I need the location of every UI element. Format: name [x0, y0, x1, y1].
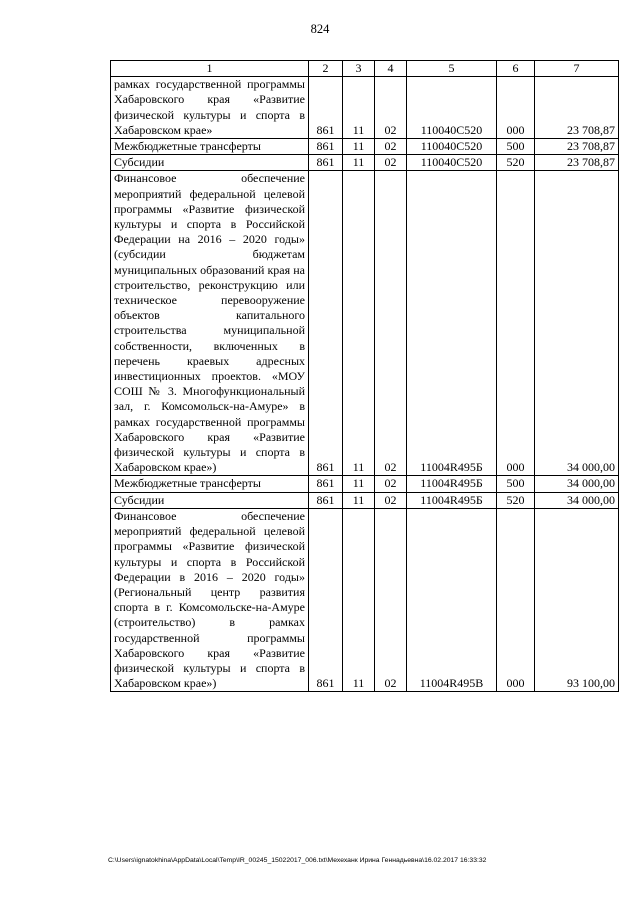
header-cell-2: 2	[309, 61, 343, 77]
row-code-pr: 02	[375, 139, 407, 155]
row-code-pr: 02	[375, 77, 407, 139]
row-code-vr: 520	[497, 155, 535, 171]
row-code-vr: 000	[497, 171, 535, 476]
row-description: Финансовое обеспечение мероприятий федеральной целевой программы «Развитие физической культуры и спорта в Российской Федерации в 2016 – 2020 годы» (Региональный центр развития спорта в г. Комсомольске-на-Амуре (строительство) в рамках государственной программы Хабаровского края «Развитие физической культуры и спорта в Хабаровском крае»)	[111, 508, 309, 691]
row-code-vr: 000	[497, 77, 535, 139]
row-amount: 23 708,87	[535, 139, 619, 155]
row-code-vr: 000	[497, 508, 535, 691]
table-row	[111, 476, 619, 492]
row-code-rz: 11	[343, 171, 375, 476]
row-code-rz: 11	[343, 77, 375, 139]
row-code-vr: 500	[497, 139, 535, 155]
table-header-row	[111, 61, 619, 77]
row-amount: 23 708,87	[535, 155, 619, 171]
header-cell-3: 3	[343, 61, 375, 77]
row-code-vr: 520	[497, 492, 535, 508]
row-code-gr: 861	[309, 492, 343, 508]
table-row	[111, 155, 619, 171]
page-number: 824	[310, 22, 330, 36]
header-cell-1: 1	[111, 61, 309, 77]
row-code-csr: 11004R495Б	[407, 476, 497, 492]
row-amount: 34 000,00	[535, 476, 619, 492]
row-code-gr: 861	[309, 171, 343, 476]
row-code-rz: 11	[343, 476, 375, 492]
row-code-csr: 11004R495В	[407, 508, 497, 691]
row-code-gr: 861	[309, 476, 343, 492]
row-amount: 34 000,00	[535, 171, 619, 476]
header-cell-5: 5	[407, 61, 497, 77]
row-code-csr: 110040С520	[407, 139, 497, 155]
row-code-pr: 02	[375, 508, 407, 691]
row-code-gr: 861	[309, 139, 343, 155]
row-code-rz: 11	[343, 155, 375, 171]
header-cell-7: 7	[535, 61, 619, 77]
row-description: Субсидии	[111, 155, 309, 171]
table-row	[111, 77, 619, 139]
row-code-rz: 11	[343, 139, 375, 155]
row-code-vr: 500	[497, 476, 535, 492]
row-code-pr: 02	[375, 492, 407, 508]
row-code-csr: 110040С520	[407, 77, 497, 139]
row-code-csr: 11004R495Б	[407, 492, 497, 508]
header-cell-6: 6	[497, 61, 535, 77]
row-code-pr: 02	[375, 476, 407, 492]
budget-table	[110, 60, 619, 692]
table-row	[111, 508, 619, 691]
row-code-pr: 02	[375, 171, 407, 476]
row-code-gr: 861	[309, 155, 343, 171]
header-cell-4: 4	[375, 61, 407, 77]
table-row	[111, 171, 619, 476]
row-code-rz: 11	[343, 492, 375, 508]
row-description: Межбюджетные трансферты	[111, 139, 309, 155]
row-amount: 34 000,00	[535, 492, 619, 508]
row-code-gr: 861	[309, 77, 343, 139]
row-code-gr: 861	[309, 508, 343, 691]
table-row	[111, 492, 619, 508]
table-row	[111, 139, 619, 155]
row-code-csr: 11004R495Б	[407, 171, 497, 476]
row-description: Субсидии	[111, 492, 309, 508]
row-description: Финансовое обеспечение мероприятий федеральной целевой программы «Развитие физической культуры и спорта в Российской Федерации на 2016 – 2020 годы» (субсидии бюджетам муниципальных образований края на строительство, реконструкцию или техническое перевооружение объектов капитального строительства муниципальной собственности, включенных в перечень краевых адресных инвестиционных проектов. «МОУ СОШ № 3. Многофункциональный зал, г. Комсомольск-на-Амуре» в рамках государственной программы Хабаровского края «Развитие физической культуры и спорта в Хабаровском крае»)	[111, 171, 309, 476]
row-code-csr: 110040С520	[407, 155, 497, 171]
row-amount: 93 100,00	[535, 508, 619, 691]
row-code-pr: 02	[375, 155, 407, 171]
row-amount: 23 708,87	[535, 77, 619, 139]
row-code-rz: 11	[343, 508, 375, 691]
footer-file-path: C:\Users\ignatokhina\AppData\Local\Temp\IR_00245_15022017_006.txt\Мехеханк Ирина Геннадьевна\16.02.2017 16:33:32	[108, 857, 487, 864]
row-description: рамках государственной программы Хабаровского края «Развитие физической культуры и спорта в Хабаровском крае»	[111, 77, 309, 139]
row-description: Межбюджетные трансферты	[111, 476, 309, 492]
